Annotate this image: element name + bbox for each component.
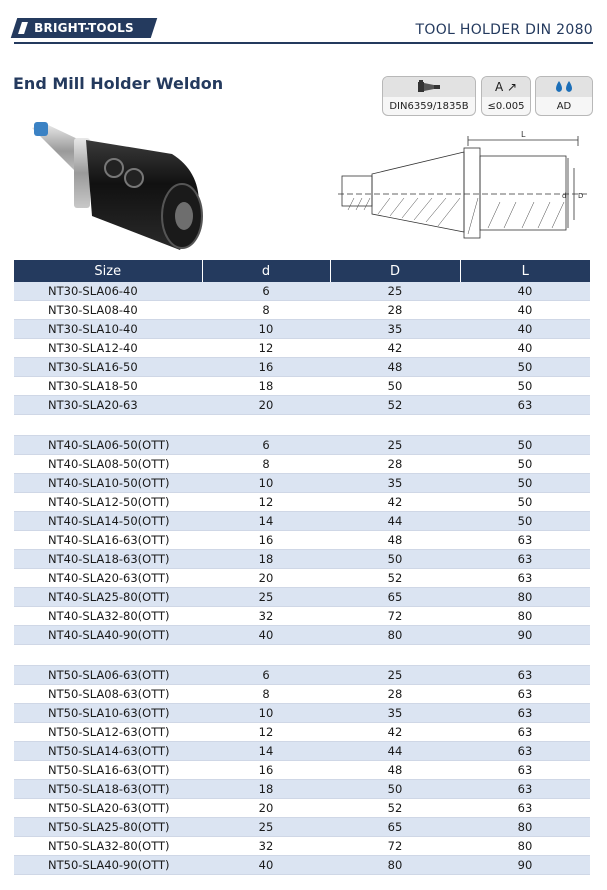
badge-coolant-label: AD — [556, 100, 572, 112]
cell-D: 80 — [330, 626, 460, 645]
cell-d: 32 — [202, 607, 330, 626]
cell-D: 35 — [330, 474, 460, 493]
cell-d: 8 — [202, 301, 330, 320]
table-row — [14, 320, 590, 339]
cell-d: 18 — [202, 780, 330, 799]
cell-size: NT30-SLA12-40 — [14, 339, 202, 358]
cell-D: 42 — [330, 493, 460, 512]
cell-D: 52 — [330, 396, 460, 415]
cell-d: 10 — [202, 704, 330, 723]
cell-D: 50 — [330, 377, 460, 396]
cell-L: 50 — [460, 474, 590, 493]
table-row — [14, 474, 590, 493]
cell-d: 10 — [202, 474, 330, 493]
cell-L: 63 — [460, 704, 590, 723]
cell-L: 80 — [460, 607, 590, 626]
table-row — [14, 569, 590, 588]
cell-L: 80 — [460, 818, 590, 837]
cell-d: 25 — [202, 588, 330, 607]
technical-drawing — [338, 128, 596, 246]
cell-D: 48 — [330, 531, 460, 550]
cell-size: NT40-SLA40-90(OTT) — [14, 626, 202, 645]
cell-L: 63 — [460, 550, 590, 569]
cell-size: NT30-SLA16-50 — [14, 358, 202, 377]
cell-d: 12 — [202, 723, 330, 742]
cell-size: NT50-SLA12-63(OTT) — [14, 723, 202, 742]
cell-D: 80 — [330, 856, 460, 875]
table-row — [14, 531, 590, 550]
cell-L: 50 — [460, 358, 590, 377]
cell-D: 42 — [330, 723, 460, 742]
cell-d: 6 — [202, 666, 330, 685]
table-row — [14, 512, 590, 531]
badge-coolant — [535, 76, 593, 116]
cell-d: 14 — [202, 512, 330, 531]
cell-D: 52 — [330, 569, 460, 588]
cell-size: NT30-SLA20-63 — [14, 396, 202, 415]
tool-holder-icon — [383, 77, 475, 97]
table-body — [14, 282, 590, 875]
cell-d: 40 — [202, 626, 330, 645]
table-row — [14, 493, 590, 512]
cell-size: NT50-SLA25-80(OTT) — [14, 818, 202, 837]
cell-D: 25 — [330, 282, 460, 301]
cell-d: 32 — [202, 837, 330, 856]
table-row — [14, 301, 590, 320]
badge-standard — [382, 76, 476, 116]
cell-d: 16 — [202, 358, 330, 377]
table-row — [14, 588, 590, 607]
cell-d: 18 — [202, 377, 330, 396]
cell-d: 40 — [202, 856, 330, 875]
product-photo — [22, 118, 212, 254]
cell-size: NT30-SLA06-40 — [14, 282, 202, 301]
cell-d: 6 — [202, 282, 330, 301]
cell-d: 20 — [202, 569, 330, 588]
cell-d: 8 — [202, 455, 330, 474]
cell-D: 35 — [330, 320, 460, 339]
table-row — [14, 377, 590, 396]
group-spacer — [14, 645, 590, 666]
cell-size: NT40-SLA12-50(OTT) — [14, 493, 202, 512]
cell-D: 72 — [330, 837, 460, 856]
cell-d: 8 — [202, 685, 330, 704]
table-row — [14, 626, 590, 645]
table-row — [14, 666, 590, 685]
cell-L: 90 — [460, 626, 590, 645]
cell-L: 80 — [460, 588, 590, 607]
cell-d: 20 — [202, 396, 330, 415]
size-table — [14, 260, 590, 875]
dim-label-D: D — [578, 192, 584, 200]
table-row — [14, 856, 590, 875]
runout-arrow-icon: A ↗ — [482, 77, 530, 97]
table-row — [14, 818, 590, 837]
col-header-size: Size — [14, 260, 202, 282]
cell-size: NT50-SLA16-63(OTT) — [14, 761, 202, 780]
cell-d: 16 — [202, 531, 330, 550]
cell-d: 18 — [202, 550, 330, 569]
cell-size: NT30-SLA10-40 — [14, 320, 202, 339]
cell-D: 50 — [330, 780, 460, 799]
cell-size: NT40-SLA18-63(OTT) — [14, 550, 202, 569]
dim-label-L: L — [521, 130, 526, 139]
table-row — [14, 396, 590, 415]
table-row — [14, 685, 590, 704]
table-row — [14, 339, 590, 358]
brand-logo-text: BRIGHT-TOOLS — [34, 21, 134, 35]
cell-D: 25 — [330, 666, 460, 685]
badge-runout — [481, 76, 531, 116]
cell-L: 40 — [460, 301, 590, 320]
cell-size: NT30-SLA18-50 — [14, 377, 202, 396]
table-row — [14, 742, 590, 761]
table-row — [14, 550, 590, 569]
cell-L: 50 — [460, 377, 590, 396]
cell-size: NT50-SLA10-63(OTT) — [14, 704, 202, 723]
cell-D: 48 — [330, 358, 460, 377]
cell-size: NT40-SLA06-50(OTT) — [14, 436, 202, 455]
section-title: TOOL HOLDER DIN 2080 — [415, 22, 593, 38]
table-row — [14, 607, 590, 626]
cell-size: NT40-SLA10-50(OTT) — [14, 474, 202, 493]
table-row — [14, 837, 590, 856]
dim-label-d: d — [562, 192, 567, 200]
cell-size: NT50-SLA18-63(OTT) — [14, 780, 202, 799]
cell-d: 12 — [202, 493, 330, 512]
cell-size: NT30-SLA08-40 — [14, 301, 202, 320]
cell-d: 20 — [202, 799, 330, 818]
cell-size: NT40-SLA32-80(OTT) — [14, 607, 202, 626]
cell-D: 44 — [330, 512, 460, 531]
cell-L: 63 — [460, 685, 590, 704]
cell-size: NT50-SLA32-80(OTT) — [14, 837, 202, 856]
header-divider — [14, 42, 593, 44]
cell-L: 63 — [460, 761, 590, 780]
cell-L: 63 — [460, 396, 590, 415]
page-title: End Mill Holder Weldon — [13, 74, 224, 93]
badge-runout-label: ≤0.005 — [487, 100, 525, 112]
cell-D: 42 — [330, 339, 460, 358]
cell-d: 14 — [202, 742, 330, 761]
cell-L: 63 — [460, 742, 590, 761]
table-row — [14, 704, 590, 723]
cell-L: 63 — [460, 531, 590, 550]
cell-D: 35 — [330, 704, 460, 723]
table-row — [14, 761, 590, 780]
cell-size: NT40-SLA25-80(OTT) — [14, 588, 202, 607]
cell-size: NT50-SLA40-90(OTT) — [14, 856, 202, 875]
cell-D: 65 — [330, 588, 460, 607]
cell-size: NT40-SLA14-50(OTT) — [14, 512, 202, 531]
cell-L: 63 — [460, 569, 590, 588]
cell-D: 48 — [330, 761, 460, 780]
cell-L: 63 — [460, 723, 590, 742]
table-row — [14, 723, 590, 742]
cell-D: 25 — [330, 436, 460, 455]
cell-L: 90 — [460, 856, 590, 875]
cell-D: 28 — [330, 301, 460, 320]
cell-D: 50 — [330, 550, 460, 569]
table-row — [14, 780, 590, 799]
cell-size: NT50-SLA06-63(OTT) — [14, 666, 202, 685]
cell-d: 16 — [202, 761, 330, 780]
table-row — [14, 282, 590, 301]
cell-size: NT50-SLA14-63(OTT) — [14, 742, 202, 761]
col-header-D: D — [330, 260, 460, 282]
cell-size: NT40-SLA16-63(OTT) — [14, 531, 202, 550]
cell-L: 63 — [460, 780, 590, 799]
cell-D: 28 — [330, 685, 460, 704]
cell-size: NT40-SLA08-50(OTT) — [14, 455, 202, 474]
cell-L: 40 — [460, 339, 590, 358]
col-header-d: d — [202, 260, 330, 282]
col-header-L: L — [460, 260, 590, 282]
group-spacer — [14, 415, 590, 436]
badge-standard-label: DIN6359/1835B — [389, 100, 469, 112]
cell-L: 50 — [460, 455, 590, 474]
cell-D: 44 — [330, 742, 460, 761]
cell-D: 65 — [330, 818, 460, 837]
table-row — [14, 799, 590, 818]
cell-L: 50 — [460, 512, 590, 531]
coolant-drops-icon — [536, 77, 592, 97]
cell-D: 28 — [330, 455, 460, 474]
table-header-row — [14, 260, 590, 282]
cell-size: NT50-SLA08-63(OTT) — [14, 685, 202, 704]
cell-L: 63 — [460, 666, 590, 685]
cell-L: 40 — [460, 320, 590, 339]
cell-D: 72 — [330, 607, 460, 626]
cell-d: 10 — [202, 320, 330, 339]
cell-size: NT40-SLA20-63(OTT) — [14, 569, 202, 588]
cell-d: 6 — [202, 436, 330, 455]
cell-L: 50 — [460, 436, 590, 455]
cell-L: 80 — [460, 837, 590, 856]
table-row — [14, 358, 590, 377]
cell-d: 12 — [202, 339, 330, 358]
cell-D: 52 — [330, 799, 460, 818]
table-row — [14, 455, 590, 474]
cell-d: 25 — [202, 818, 330, 837]
cell-L: 40 — [460, 282, 590, 301]
table-row — [14, 436, 590, 455]
cell-L: 50 — [460, 493, 590, 512]
cell-size: NT50-SLA20-63(OTT) — [14, 799, 202, 818]
cell-L: 63 — [460, 799, 590, 818]
